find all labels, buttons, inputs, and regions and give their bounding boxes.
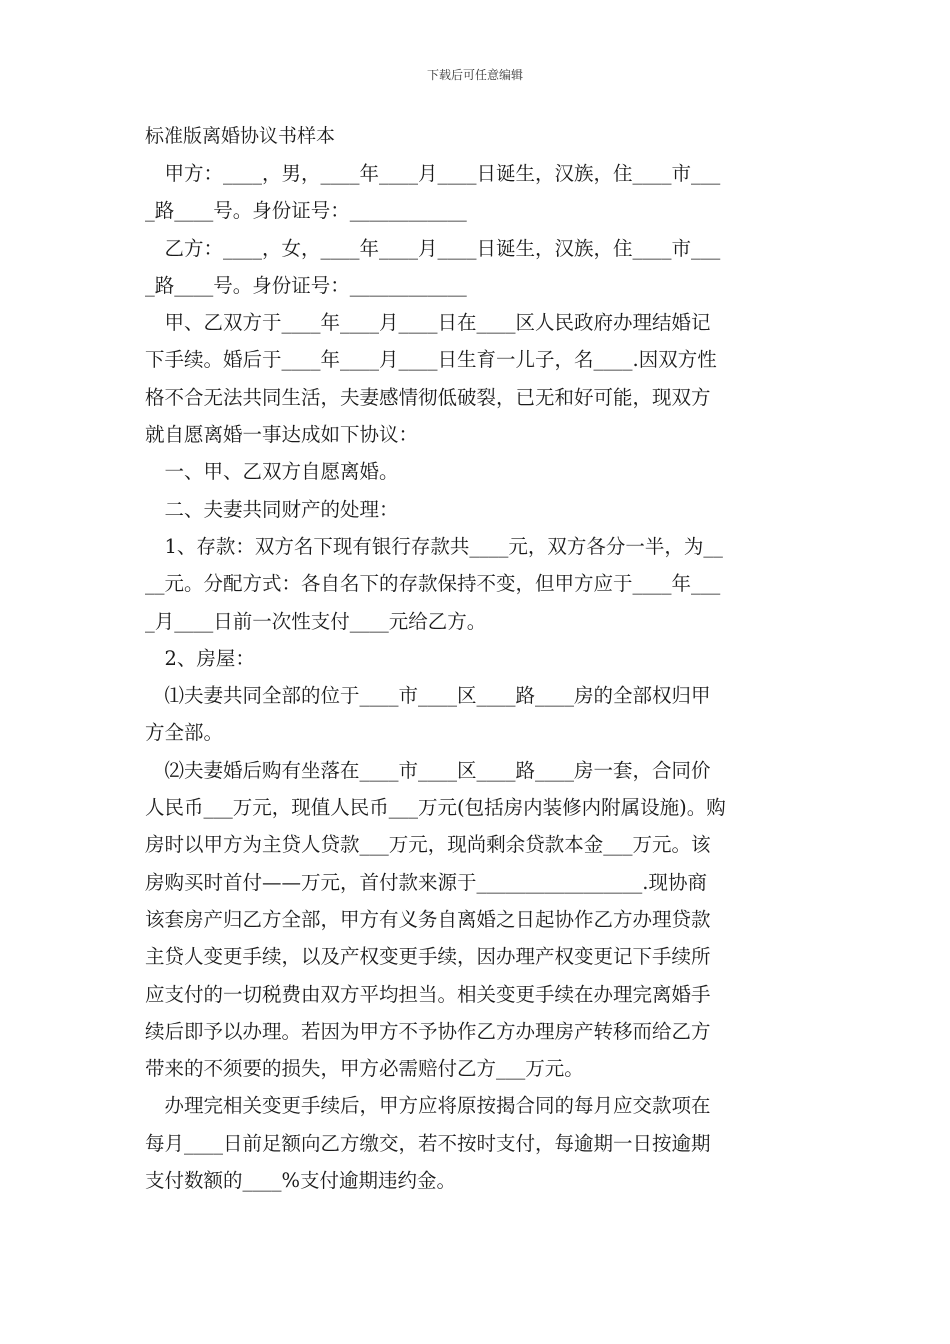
paragraph-clause-2 [145,491,807,528]
text-line: ⑴夫妻共同全部的位于____市____区____路____房的全部权归甲 [145,684,711,708]
text-line: 人民币___万元，现值人民币___万元(包括房内装修内附属设施)。购 [145,796,726,820]
text-line: ⑵夫妻婚后购有坐落在____市____区____路____房一套，合同价 [145,758,711,782]
text-line: 主贷人变更手续，以及产权变更手续，因办理产权变更记下手续所 [145,945,711,969]
document-title: 标准版离婚协议书样本 [145,125,336,147]
paragraph-clause-1 [145,453,807,490]
text-line: _路____号。身份证号：____________ [145,273,467,297]
page-header-note: 下载后可任意编辑 [426,68,523,82]
paragraph-clause-2-2-item-2 [145,752,807,1088]
text-line: 续后即予以办理。若因为甲方不予协作乙方办理房产转移而给乙方 [145,1019,711,1043]
text-line: 二、夫妻共同财产的处理： [145,497,399,521]
paragraph-marriage-background [145,304,807,453]
text-line: 就自愿离婚一事达成如下协议： [145,423,419,447]
paragraph-clause-2-1-deposits [145,528,807,640]
text-line: 甲、乙双方于____年____月____日在____区人民政府办理结婚记 [145,311,711,335]
text-line: 1、存款：双方名下现有银行存款共____元，双方各分一半，为__ [145,534,723,558]
document-paragraphs [145,155,807,1199]
text-line: 格不合无法共同生活，夫妻感情彻低破裂，已无和好可能，现双方 [145,385,711,409]
text-line: 该套房产归乙方全部，甲方有义务自离婚之日起协作乙方办理贷款 [145,907,711,931]
paragraph-party-b [145,230,807,305]
paragraph-clause-2-2-housing [145,640,807,677]
paragraph-clause-2-2-item-1 [145,677,807,752]
text-line: 房时以甲方为主贷人贷款___万元，现尚剩余贷款本金___万元。该 [145,833,711,857]
text-line: _月____日前一次性支付____元给乙方。 [145,609,487,633]
text-line: 一、甲、乙双方自愿离婚。 [145,460,399,484]
text-line: 2、房屋： [145,646,255,670]
text-line: 办理完相关变更手续后，甲方应将原按揭合同的每月应交款项在 [145,1094,711,1118]
document-body [145,118,807,1199]
paragraph-party-a [145,155,807,230]
text-line: 应支付的一切税费由双方平均担当。相关变更手续在办理完离婚手 [145,982,711,1006]
text-line: 方全部。 [145,721,224,745]
text-line: _路____号。身份证号：____________ [145,199,467,223]
paragraph-mortgage-payment [145,1087,807,1199]
text-line: 乙方：____，女，____年____月____日诞生，汉族，住____市___ [145,236,721,260]
text-line: 房购买时首付——万元，首付款来源于_________________.现协商 [145,870,707,894]
text-line: 带来的不须要的损失，甲方必需赔付乙方___万元。 [145,1057,584,1081]
text-line: 下手续。婚后于____年____月____日生育一儿子，名____.因双方性 [145,348,717,372]
text-line: 支付数额的____%支付逾期违约金。 [145,1169,457,1193]
text-line: 每月____日前足额向乙方缴交，若不按时支付，每逾期一日按逾期 [145,1131,711,1155]
text-line: __元。分配方式：各自名下的存款保持不变，但甲方应于____年___ [145,572,721,596]
text-line: 甲方：____，男，____年____月____日诞生，汉族，住____市___ [145,162,721,185]
